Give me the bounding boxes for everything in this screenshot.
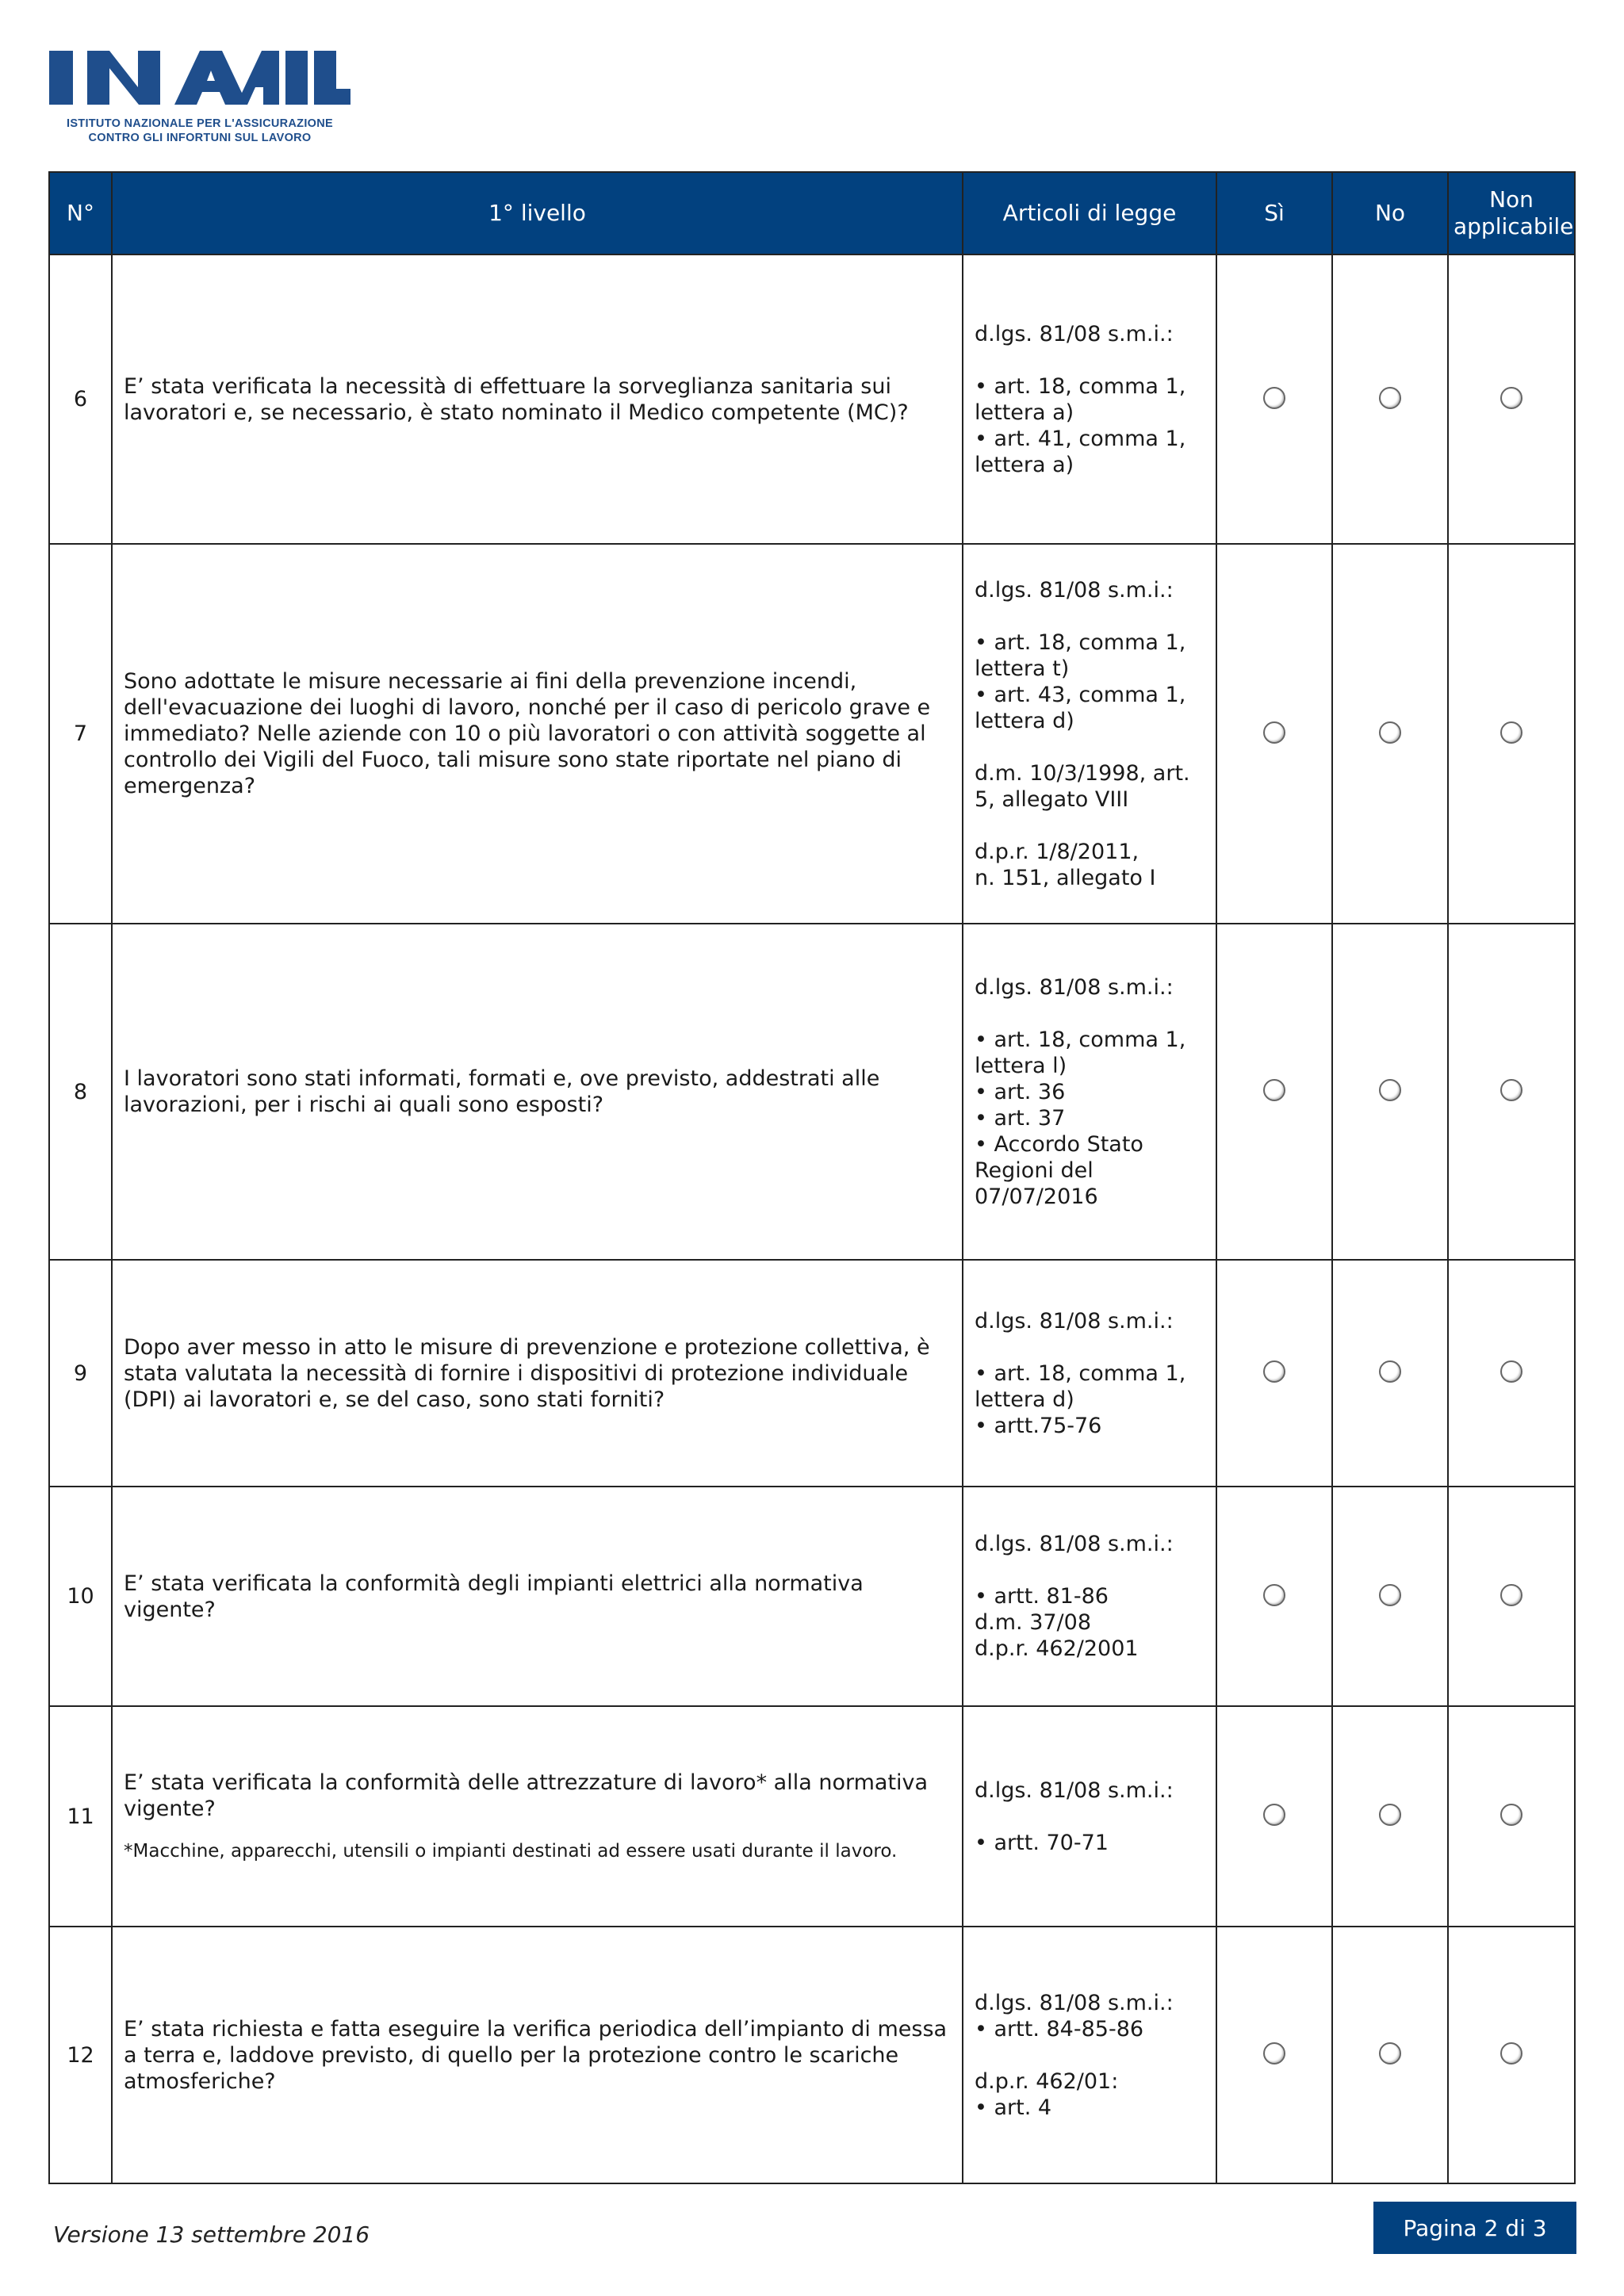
radio-yes[interactable] [1263,387,1285,409]
radio-not-applicable[interactable] [1500,1804,1522,1826]
row-law-refs [963,544,1216,924]
ref-line: lettera l) [975,1053,1067,1078]
header-not-applicable [1448,172,1575,254]
header-yes: Sì [1216,172,1332,254]
ref-line: • art. 18, comma 1, [975,629,1186,655]
row-question [112,1706,963,1927]
ref-line: lettera d) [975,1387,1074,1412]
ref-line: • art. 18, comma 1, [975,1360,1186,1386]
row-question-text: E’ stata verificata la conformità delle attrezzature di lavoro* alla normativa vigente? [124,1770,929,1821]
checklist-table [48,171,1576,2184]
ref-line: d.m. 10/3/1998, art. [975,760,1190,786]
ref-line: d.p.r. 462/01: [975,2068,1119,2094]
logo-subtitle-line2: CONTRO GLI INFORTUNI SUL LAVORO [88,132,312,144]
row-question: E’ stata richiesta e fatta eseguire la verifica periodica dell’impianto di messa a terra e, laddove previsto, di quello per la protezione contro le scariche atmosferiche? [112,1927,963,2183]
ref-line: Regioni del [975,1158,1094,1183]
inail-wordmark [49,49,350,116]
row-number: 7 [49,544,112,924]
radio-not-applicable[interactable] [1500,387,1522,409]
radio-not-applicable[interactable] [1500,1584,1522,1606]
ref-line: • art. 37 [975,1105,1066,1131]
logo-subtitle-line1: ISTITUTO NAZIONALE PER L'ASSICURAZIONE [66,117,333,130]
header-no: No [1332,172,1448,254]
ref-line: • artt.75-76 [975,1413,1102,1438]
ref-line: 07/07/2016 [975,1184,1098,1209]
row-number: 8 [49,924,112,1260]
ref-line: d.lgs. 81/08 s.m.i.: [975,577,1174,603]
header-question: 1° livello [112,172,963,254]
radio-yes[interactable] [1263,1360,1285,1383]
ref-line: • artt. 84-85-86 [975,2016,1144,2042]
radio-not-applicable[interactable] [1500,1360,1522,1383]
ref-line: d.lgs. 81/08 s.m.i.: [975,1990,1174,2015]
ref-line: lettera t) [975,656,1070,681]
radio-no[interactable] [1379,387,1401,409]
row-law-refs [963,1260,1216,1487]
ref-line: • art. 41, comma 1, [975,426,1186,451]
radio-no[interactable] [1379,1079,1401,1101]
table-row [49,1706,1575,1927]
header-na-line1: Non [1489,186,1534,212]
row-question: I lavoratori sono stati informati, formati e, ove previsto, addestrati alle lavorazioni, per i rischi ai quali sono esposti? [112,924,963,1260]
radio-no[interactable] [1379,1804,1401,1826]
table-header-row [49,172,1575,254]
row-number: 10 [49,1487,112,1706]
radio-yes[interactable] [1263,1804,1285,1826]
ref-line: • Accordo Stato [975,1131,1143,1157]
row-number: 9 [49,1260,112,1487]
ref-line: d.lgs. 81/08 s.m.i.: [975,1308,1174,1334]
header-na-line2: applicabile [1454,213,1574,239]
ref-line: d.lgs. 81/08 s.m.i.: [975,1532,1174,1556]
header-law-articles: Articoli di legge [963,172,1216,254]
ref-line: • art. 4 [975,2095,1052,2120]
radio-not-applicable[interactable] [1500,2042,1522,2064]
row-law-refs [963,924,1216,1260]
ref-line: d.m. 37/08 [975,1610,1091,1635]
row-question-note: *Macchine, apparecchi, utensili o impianti destinati ad essere usati durante il lavoro. [124,1841,898,1862]
radio-no[interactable] [1379,1584,1401,1606]
row-question: E’ stata verificata la necessità di effettuare la sorveglianza sanitaria sui lavoratori e, se necessario, è stato nominato il Medico competente (MC)? [112,254,963,544]
ref-line: d.lgs. 81/08 s.m.i.: [975,974,1174,1000]
row-law-refs [963,254,1216,544]
table-row [49,254,1575,544]
row-law-refs [963,1706,1216,1927]
ref-line: lettera a) [975,452,1074,477]
radio-not-applicable[interactable] [1500,1079,1522,1101]
radio-no[interactable] [1379,721,1401,744]
row-number: 6 [49,254,112,544]
table-row [49,1487,1575,1706]
table-row [49,1260,1575,1487]
radio-not-applicable[interactable] [1500,721,1522,744]
table-row [49,1927,1575,2183]
radio-yes[interactable] [1263,2042,1285,2064]
table-row [49,544,1575,924]
row-question: E’ stata verificata la conformità degli impianti elettrici alla normativa vigente? [112,1487,963,1706]
row-question: Dopo aver messo in atto le misure di prevenzione e protezione collettiva, è stata valutata la necessità di fornire i dispositivi di protezione individuale (DPI) ai lavoratori e, se del caso, sono stati forniti? [112,1260,963,1487]
inail-logo [49,49,350,148]
ref-line: d.lgs. 81/08 s.m.i.: [975,1777,1174,1803]
ref-line: • art. 43, comma 1, [975,682,1186,707]
ref-line: lettera d) [975,708,1074,733]
radio-no[interactable] [1379,1360,1401,1383]
radio-no[interactable] [1379,2042,1401,2064]
ref-line: • art. 18, comma 1, [975,373,1186,399]
page-indicator: Pagina 2 di 3 [1373,2202,1576,2254]
table-row [49,924,1575,1260]
row-number: 12 [49,1927,112,2183]
ref-line: • art. 36 [975,1079,1066,1104]
ref-line: • artt. 81-86 [975,1584,1109,1609]
row-law-refs [963,1927,1216,2183]
radio-yes[interactable] [1263,721,1285,744]
radio-yes[interactable] [1263,1079,1285,1101]
row-number: 11 [49,1706,112,1927]
ref-line: 5, allegato VIII [975,786,1129,812]
radio-yes[interactable] [1263,1584,1285,1606]
ref-line: lettera a) [975,400,1074,425]
header-number: N° [49,172,112,254]
ref-line: d.p.r. 462/2001 [975,1636,1139,1661]
ref-line: n. 151, allegato I [975,865,1156,890]
row-law-refs [963,1487,1216,1706]
row-question: Sono adottate le misure necessarie ai fini della prevenzione incendi, dell'evacuazione dei luoghi di lavoro, nonché per il caso di pericolo grave e immediato? Nelle aziende con 10 o più lavoratori o con attività soggette al controllo dei Vigili del Fuoco, tali misure sono state riportate nel piano di emergenza? [112,544,963,924]
document-version: Versione 13 settembre 2016 [53,2221,370,2248]
ref-line: d.lgs. 81/08 s.m.i.: [975,321,1174,346]
ref-line: • artt. 70-71 [975,1830,1109,1855]
ref-line: • art. 18, comma 1, [975,1027,1186,1052]
ref-line: d.p.r. 1/8/2011, [975,839,1139,864]
